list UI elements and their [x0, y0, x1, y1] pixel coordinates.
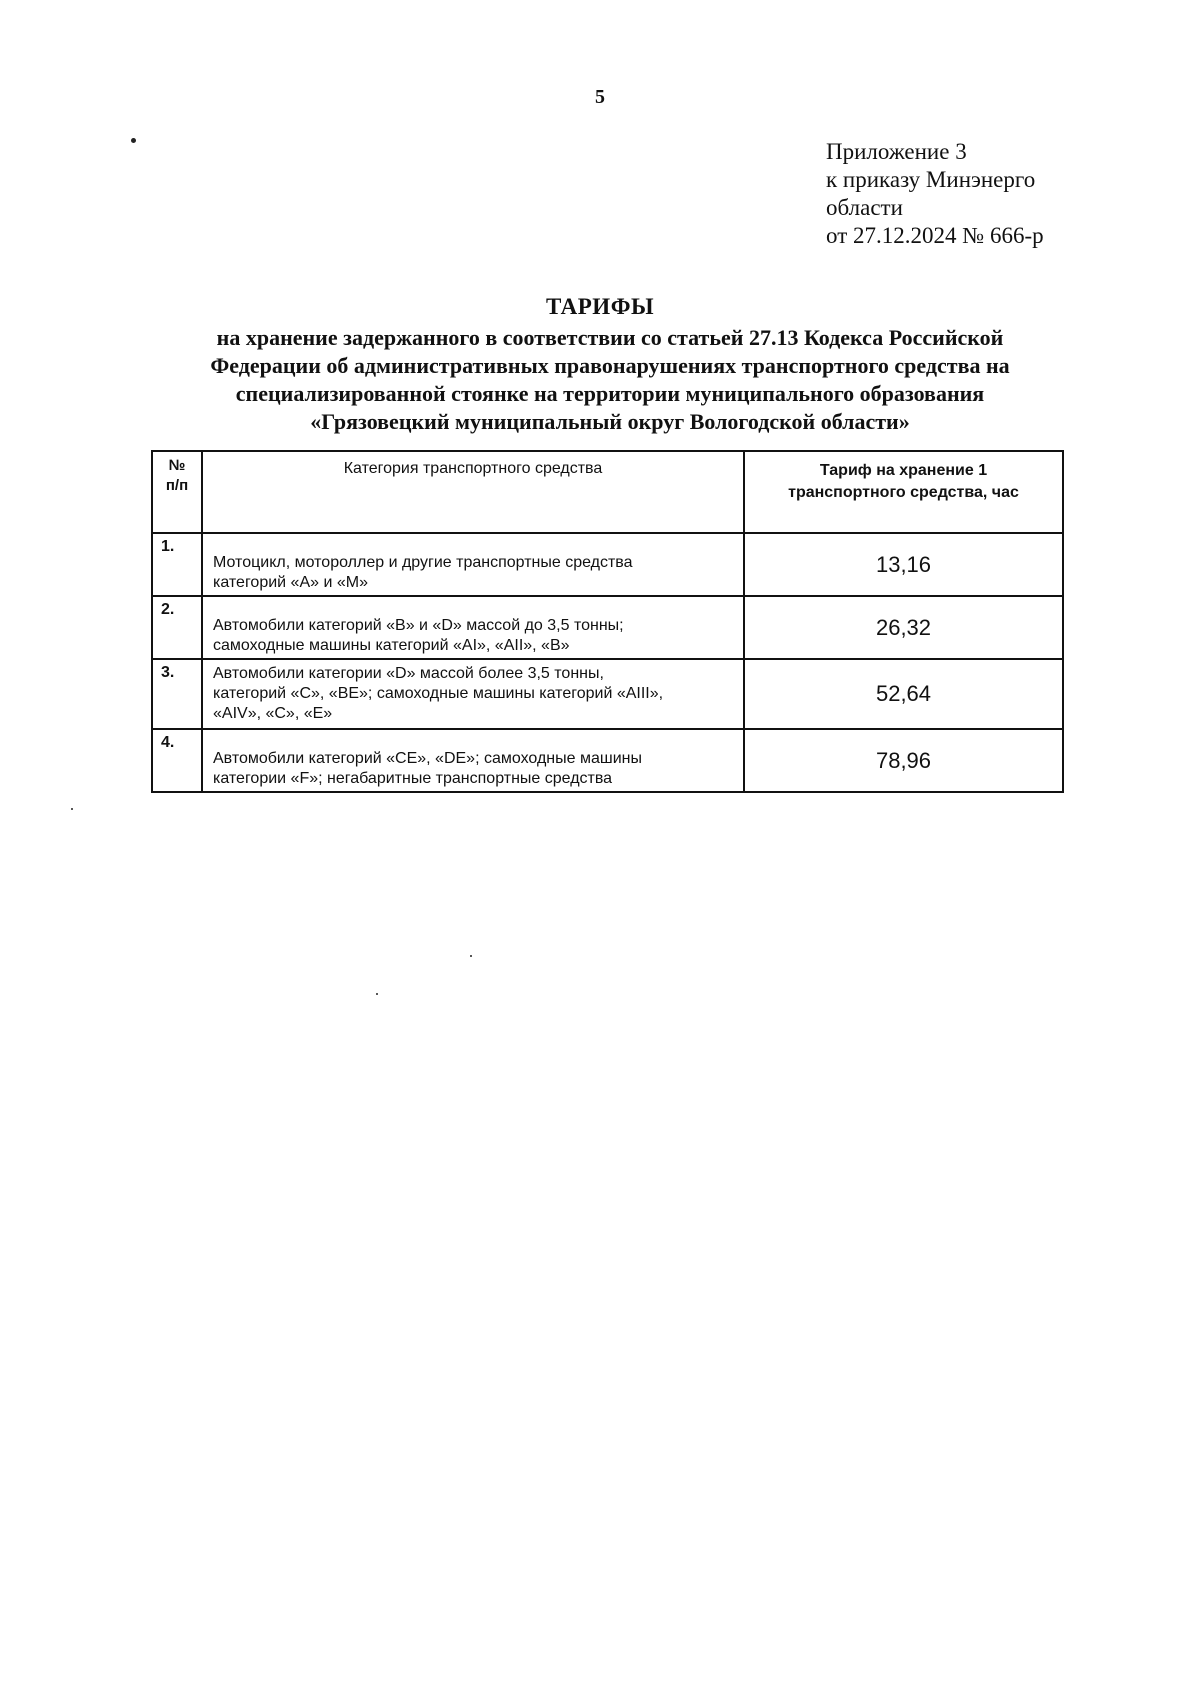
header-number-line: п/п [165, 477, 189, 494]
appendix-reference [826, 138, 1044, 250]
row-category [202, 729, 744, 792]
row-tariff-value: 78,96 [744, 729, 1063, 792]
subtitle-line: Федерации об административных правонарушениях транспортного средства на [210, 353, 1010, 378]
table-row [152, 596, 1063, 659]
category-line: «АIV», «С», «Е» [213, 705, 333, 722]
table-row [152, 659, 1063, 729]
header-tariff-line: транспортного средства, час [788, 484, 1019, 501]
row-number: 4. [152, 729, 202, 792]
header-number [152, 451, 202, 533]
row-category [202, 533, 744, 596]
scan-speck [376, 993, 378, 995]
category-line: Мотоцикл, мотороллер и другие транспортные средства [213, 554, 633, 571]
document-title: ТАРИФЫ [545, 294, 655, 319]
row-tariff-value: 13,16 [744, 533, 1063, 596]
row-number: 1. [152, 533, 202, 596]
subtitle-line: на хранение задержанного в соответствии со статьей 27.13 Кодекса Российской [216, 325, 1004, 350]
appendix-line: к приказу Минэнерго [826, 167, 1036, 192]
document-subtitle [150, 324, 1070, 436]
header-tariff [744, 451, 1063, 533]
category-line: Автомобили категории «D» массой более 3,5 тонны, [213, 665, 604, 682]
category-line: категорий «А» и «М» [213, 574, 368, 591]
appendix-line: области [826, 195, 903, 220]
page-number: 5 [595, 86, 605, 108]
scan-speck [470, 955, 472, 957]
row-number: 2. [152, 596, 202, 659]
row-tariff-value: 26,32 [744, 596, 1063, 659]
row-category [202, 596, 744, 659]
scan-speck [131, 138, 136, 143]
subtitle-line: «Грязовецкий муниципальный округ Вологодской области» [310, 409, 910, 434]
row-tariff-value: 52,64 [744, 659, 1063, 729]
table-row [152, 729, 1063, 792]
category-line: категорий «С», «ВЕ»; самоходные машины категорий «АIII», [213, 685, 664, 702]
category-line: самоходные машины категорий «АI», «АII», «В» [213, 637, 570, 654]
category-line: категории «F»; негабаритные транспортные средства [213, 770, 613, 787]
subtitle-line: специализированной стоянке на территории муниципального образования [235, 381, 985, 406]
tariff-table [151, 450, 1064, 793]
row-number: 3. [152, 659, 202, 729]
header-category: Категория транспортного средства [202, 451, 744, 533]
category-line: Автомобили категорий «СЕ», «DЕ»; самоходные машины [213, 750, 642, 767]
appendix-line: от 27.12.2024 № 666-р [826, 223, 1044, 248]
table-row [152, 533, 1063, 596]
header-number-line: № [168, 457, 186, 474]
row-category [202, 659, 744, 729]
header-tariff-line: Тариф на хранение 1 [819, 462, 988, 479]
scan-speck [71, 808, 73, 810]
appendix-line: Приложение 3 [826, 139, 967, 164]
table-header-row [152, 451, 1063, 533]
category-line: Автомобили категорий «В» и «D» массой до 3,5 тонны; [213, 617, 624, 634]
